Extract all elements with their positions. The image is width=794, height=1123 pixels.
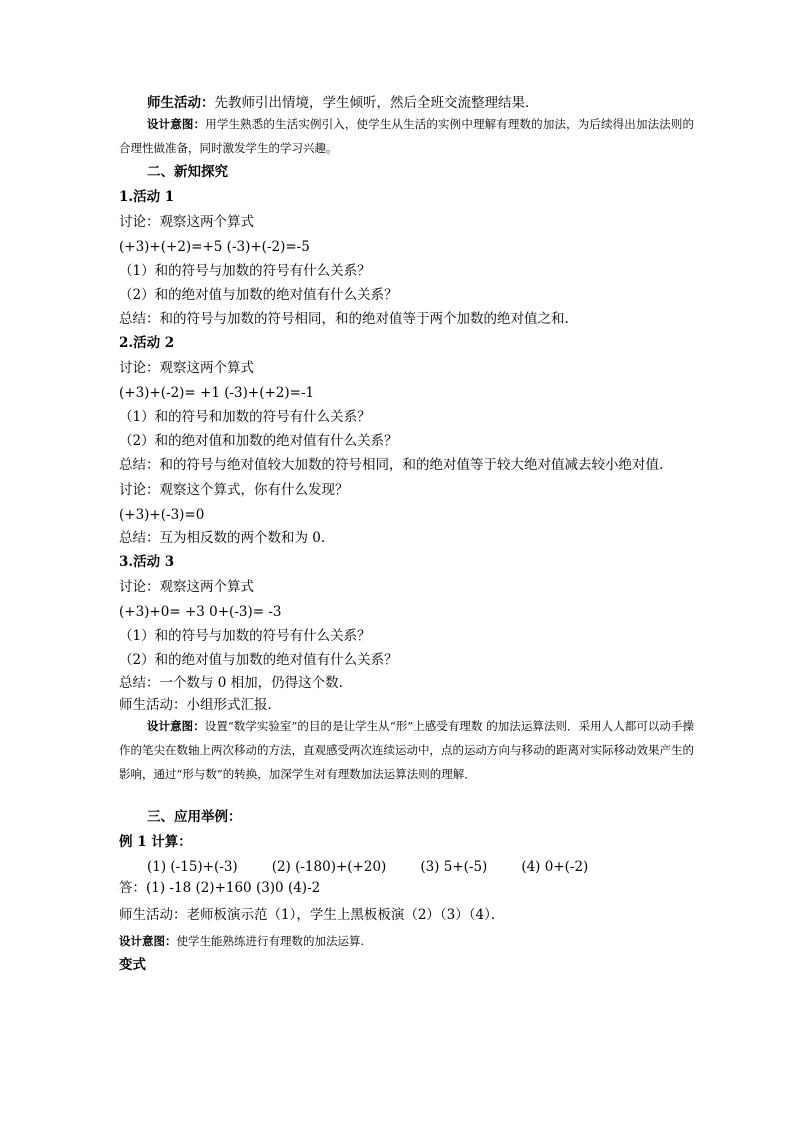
- intro-activity-text: 先教师引出情境，学生倾听，然后全班交流整理结果．: [214, 95, 539, 111]
- example1-expr-1: (1) (-15)+(-3): [147, 859, 238, 875]
- activity3-title: 3.活动 3: [119, 554, 175, 570]
- intro-activity-label: 师生活动：: [147, 95, 215, 111]
- intro-design-intent: [119, 112, 694, 160]
- section2-title: 二、新知探究: [147, 164, 228, 180]
- activity2-title: 2.活动 2: [119, 335, 175, 351]
- activity3-formula: (+3)+0= +3 0+(-3)= -3: [119, 604, 282, 620]
- example1-teacher-activity: 师生活动：老师板演示范（1），学生上黑板板演（2）（3）（4）．: [119, 907, 505, 923]
- activity1-discuss: 讨论：观察这两个算式: [119, 214, 254, 230]
- activity3-design-text: 设置“数学实验室”的目的是让学生从“形”上感受有理数 的加法运算法则．采用人人都可以动手操作的笔尖在数轴上两次移动的方法，直观感受两次连续运动中，点的运动方向与移动的距离对实际移动效果产生的影响，通过“形与数”的转换，加深学生对有理数加法运算法则的理解．: [119, 719, 695, 781]
- example1-answer: 答：(1) -18 (2)+160 (3)0 (4)-2: [119, 880, 321, 896]
- section3-title: 三、应用举例：: [147, 809, 242, 825]
- example1-expr-2: (2) (-180)+(+20): [271, 859, 387, 875]
- activity1-q2: （2）和的绝对值与加数的绝对值有什么关系？: [119, 287, 398, 303]
- activity2-summary2: 总结：互为相反数的两个数和为 0.: [119, 530, 326, 546]
- activity2-discuss: 讨论：观察这两个算式: [119, 360, 254, 376]
- intro-design-text: 用学生熟悉的生活实例引入，使学生从生活的实例中理解有理数的加法，为后续得出加法法则的合理性做准备，同时激发学生的学习兴趣。: [119, 117, 695, 155]
- activity3-q1: （1）和的符号与加数的符号有什么关系？: [119, 628, 371, 644]
- activity2-q1: （1）和的符号和加数的符号有什么关系？: [119, 409, 371, 425]
- activity2-summary: 总结：和的符号与绝对值较大加数的符号相同，和的绝对值等于较大绝对值减去较小绝对值.: [119, 457, 664, 473]
- activity3-summary: 总结：一个数与 0 相加，仍得这个数.: [119, 675, 343, 691]
- intro-design-label: 设计意图：: [147, 117, 206, 131]
- example1-expr-4: (4) 0+(-2): [521, 859, 589, 875]
- activity1-q1: （1）和的符号与加数的符号有什么关系？: [119, 263, 371, 279]
- example1-design-text: 使学生能熟练进行有理数的加法运算.: [176, 934, 365, 948]
- intro-activity: [147, 94, 539, 112]
- example1-design-label: 设计意图：: [119, 934, 177, 948]
- activity1-summary: 总结：和的符号与加数的符号相同，和的绝对值等于两个加数的绝对值之和.: [119, 311, 569, 327]
- activity1-title: 1.活动 1: [119, 189, 175, 205]
- activity3-teacher-activity: 师生活动：小组形式汇报．: [119, 697, 281, 713]
- example1-expressions: [147, 858, 588, 876]
- activity3-design-label: 设计意图：: [147, 719, 205, 733]
- activity3-q2: （2）和的绝对值与加数的绝对值有什么关系？: [119, 652, 398, 668]
- activity2-formula2: (+3)+(-3)=0: [119, 507, 205, 523]
- example1-design-intent: [119, 932, 364, 950]
- example1-expr-3: (3) 5+(-5): [420, 859, 488, 875]
- activity2-q2: （2）和的绝对值和加数的绝对值有什么关系？: [119, 433, 398, 449]
- activity2-discuss2: 讨论：观察这个算式，你有什么发现？: [119, 482, 349, 498]
- activity3-design-intent: [119, 714, 694, 786]
- activity2-formula: (+3)+(-2)= +1 (-3)+(+2)=-1: [119, 385, 315, 401]
- variant-title: 变式: [119, 957, 146, 973]
- activity1-formula: (+3)+(+2)=+5 (-3)+(-2)=-5: [119, 239, 310, 255]
- example1-title: 例 1 计算：: [119, 834, 192, 850]
- activity3-discuss: 讨论：观察这两个算式: [119, 579, 254, 595]
